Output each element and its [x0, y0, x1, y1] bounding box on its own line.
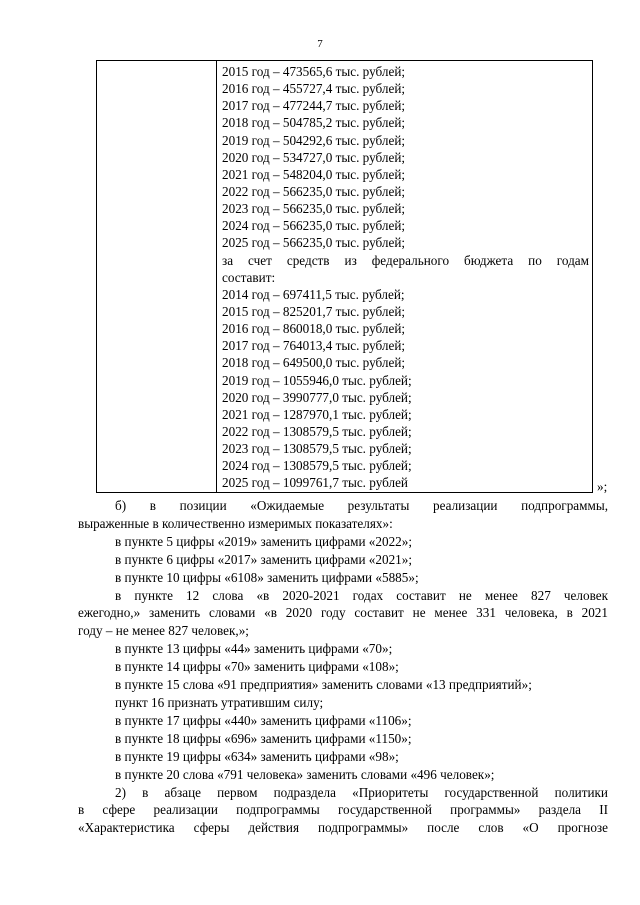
budget-table [96, 60, 593, 493]
budget-line: 2018 год – 504785,2 тыс. рублей; [222, 115, 406, 131]
federal-budget-line: 2015 год – 825201,7 тыс. рублей; [222, 304, 406, 319]
paragraph-2-line: «Характеристика сферы действия подпрограммы» после слов «О прогнозе [78, 820, 608, 836]
federal-budget-line: 2022 год – 1308579,5 тыс. рублей; [222, 423, 412, 439]
federal-budget-line: 2020 год – 3990777,0 тыс. рублей; [222, 389, 412, 405]
paragraph-b-line: б) в позиции «Ожидаемые результаты реализации подпрограммы, [115, 498, 608, 513]
budget-line: 2021 год – 548204,0 тыс. рублей; [222, 166, 406, 182]
federal-budget-line: 2023 год – 1308579,5 тыс. рублей; [222, 441, 412, 457]
budget-line: 2024 год – 566235,0 тыс. рублей; [222, 218, 406, 234]
budget-line: 2016 год – 455727,4 тыс. рублей; [222, 81, 406, 97]
amendment-item: в пункте 14 цифры «70» заменить цифрами «108»; [115, 659, 399, 675]
amendment-item: в пункте 18 цифры «696» заменить цифрами «1150»; [115, 730, 412, 746]
federal-budget-line: 2017 год – 764013,4 тыс. рублей; [222, 338, 406, 354]
federal-budget-line: 2014 год – 697411,5 тыс. рублей; [222, 286, 405, 302]
amendment-item: пункт 16 признать утратившим силу; [115, 694, 324, 710]
closing-quote: »; [597, 479, 608, 494]
budget-line: 2017 год – 477244,7 тыс. рублей; [222, 98, 406, 114]
table-right-cell [217, 61, 593, 493]
amendment-item: ежегодно,» заменить словами «в 2020 году составит не менее 331 человека, в 2021 [78, 605, 608, 621]
amendment-item: в пункте 17 цифры «440» заменить цифрами «1106»; [115, 712, 412, 728]
amendment-item: в пункте 5 цифры «2019» заменить цифрами «2022»; [115, 533, 413, 549]
budget-line: 2015 год – 473565,6 тыс. рублей; [222, 64, 406, 79]
federal-budget-line: 2021 год – 1287970,1 тыс. рублей; [222, 406, 412, 422]
federal-budget-line: 2025 год – 1099761,7 тыс. рублей [222, 475, 408, 491]
federal-budget-line: 2016 год – 860018,0 тыс. рублей; [222, 321, 406, 337]
amendment-item: в пункте 19 цифры «634» заменить цифрами «98»; [115, 748, 399, 764]
amendment-item: в пункте 20 слова «791 человека» заменить словами «496 человек»; [115, 766, 495, 782]
table-left-cell [97, 61, 217, 493]
budget-line: 2023 год – 566235,0 тыс. рублей; [222, 201, 406, 217]
budget-line: 2025 год – 566235,0 тыс. рублей; [222, 235, 406, 251]
federal-budget-line: 2024 год – 1308579,5 тыс. рублей; [222, 458, 412, 474]
paragraph-b-line: выраженные в количественно измеримых показателях»: [78, 515, 393, 531]
amendment-item: в пункте 13 цифры «44» заменить цифрами «70»; [115, 641, 393, 657]
budget-line: 2019 год – 504292,6 тыс. рублей; [222, 132, 406, 148]
budget-line: 2022 год – 566235,0 тыс. рублей; [222, 183, 406, 199]
paragraph-2-line: 2) в абзаце первом подраздела «Приоритеты государственной политики [115, 784, 608, 800]
federal-budget-intro: за счет средств из федерального бюджета по годам [222, 252, 589, 268]
amendment-item: году – не менее 827 человек,»; [78, 623, 249, 639]
document-body [78, 497, 608, 837]
page-number: 7 [317, 38, 323, 50]
amendment-item: в пункте 15 слова «91 предприятия» заменить словами «13 предприятий»; [115, 677, 532, 693]
amendment-item: в пункте 10 цифры «6108» заменить цифрами «5885»; [115, 569, 419, 585]
federal-budget-line: 2018 год – 649500,0 тыс. рублей; [222, 355, 406, 371]
paragraph-2-line: в сфере реализации подпрограммы государственной программы» раздела II [78, 802, 608, 818]
budget-line: 2020 год – 534727,0 тыс. рублей; [222, 149, 406, 165]
federal-budget-line: 2019 год – 1055946,0 тыс. рублей; [222, 372, 412, 388]
federal-budget-intro-end: составит: [222, 269, 276, 285]
amendment-item: в пункте 6 цифры «2017» заменить цифрами «2021»; [115, 551, 413, 567]
amendment-item: в пункте 12 слова «в 2020-2021 годах составит не менее 827 человек [115, 587, 608, 603]
